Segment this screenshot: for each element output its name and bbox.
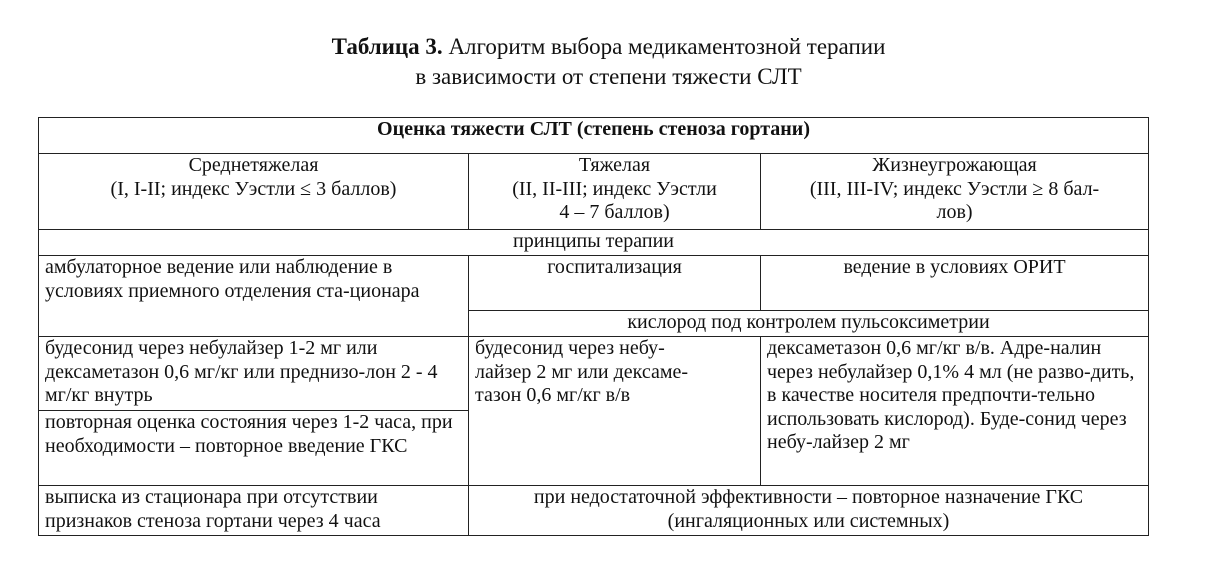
- principle-life-threatening: ведение в условиях ОРИТ: [761, 256, 1149, 311]
- therapy-life-threatening: дексаметазон 0,6 мг/кг в/в. Адре-налин через небулайзер 0,1% 4 мл (не разво-дить, в качестве носителя предпочти-тельно использовать кислород). Буде-сонид через небу-лайзер 2 мг: [761, 337, 1149, 486]
- severity-moderate-detail: (I, I-II; индекс Уэстли ≤ 3 баллов): [110, 177, 397, 200]
- caption-title-line1: Алгоритм выбора медикаментозной терапии: [448, 34, 886, 59]
- table-header: Оценка тяжести СЛТ (степень стеноза гортани): [39, 118, 1149, 154]
- therapy-moderate-followup: повторная оценка состояния через 1-2 часа, при необходимости – повторное введение ГКС: [39, 411, 469, 486]
- severity-moderate-name: Среднетяжелая: [188, 154, 319, 176]
- caption-title-line2: в зависимости от степени тяжести СЛТ: [415, 64, 802, 89]
- severity-moderate: [39, 154, 469, 230]
- therapy-algorithm-table: [38, 117, 1149, 536]
- severity-life-threatening-detail: (III, III-IV; индекс Уэстли ≥ 8 бал- лов): [809, 177, 1100, 223]
- caption-line-1: [0, 32, 1217, 62]
- insufficient-effect-note: при недостаточной эффективности – повторное назначение ГКС (ингаляционных или системных): [469, 486, 1149, 536]
- severity-severe: [469, 154, 761, 230]
- severity-life-threatening-name: Жизнеугрожающая: [872, 154, 1037, 176]
- therapy-moderate-drug: будесонид через небулайзер 1-2 мг или дексаметазон 0,6 мг/кг или преднизо-лон 2 - 4 мг/кг внутрь: [39, 337, 469, 411]
- discharge-criteria: выписка из стационара при отсутствии признаков стеноза гортани через 4 часа: [39, 486, 469, 536]
- severity-life-threatening: [761, 154, 1149, 230]
- oxygen-note: кислород под контролем пульсоксиметрии: [469, 311, 1149, 337]
- table-caption: [0, 32, 1217, 92]
- principles-label: принципы терапии: [39, 230, 1149, 256]
- caption-label: Таблица 3.: [331, 34, 443, 59]
- severity-severe-name: Тяжелая: [578, 154, 651, 176]
- severity-severe-detail: (II, II-III; индекс Уэстли 4 – 7 баллов): [512, 177, 717, 223]
- therapy-severe: будесонид через небу- лайзер 2 мг или дексаме- тазон 0,6 мг/кг в/в: [469, 337, 761, 486]
- principle-moderate: амбулаторное ведение или наблюдение в условиях приемного отделения ста-ционара: [39, 256, 469, 337]
- principle-severe: госпитализация: [469, 256, 761, 311]
